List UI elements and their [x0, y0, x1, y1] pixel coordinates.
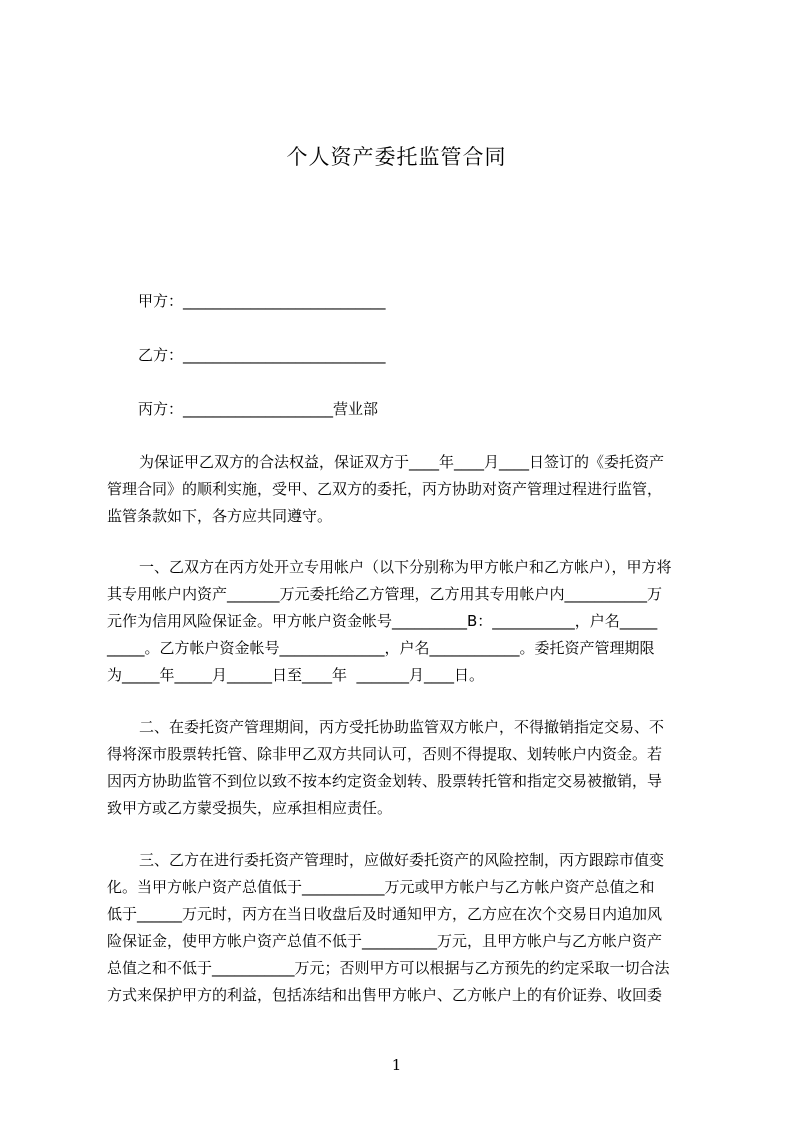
- clause-1-line: _____。乙方帐户资金帐号______________，户名____________。委托资产管理期限: [107, 639, 655, 657]
- clause-3-line: 化。当甲方帐户资产总值低于___________万元或甲方帐户与乙方帐户资产总值之和: [107, 878, 655, 896]
- clause-1-line: 其专用帐户内资产_______万元委托给乙方管理，乙方用其专用帐户内___________万: [107, 585, 663, 603]
- clause-3-line: 低于______万元时，丙方在当日收盘后及时通知甲方，乙方应在次个交易日内追加风: [107, 905, 663, 923]
- clause-2-line: 因丙方协助监管不到位以致不按本约定资金划转、股票转托管和指定交易被撤销，导: [107, 772, 663, 790]
- paragraph-intro-line: 监管条款如下，各方应共同遵守。: [107, 507, 333, 525]
- clause-3-line: 总值之和不低于___________万元；否则甲方可以根据与乙方预先的约定采取一切合法: [107, 959, 670, 977]
- party-c-line: 丙方：____________________营业部: [138, 400, 379, 418]
- paragraph-intro-line: 为保证甲乙双方的合法权益，保证双方于____年____月____日签订的《委托资产: [139, 453, 665, 471]
- clause-1-line: 为_____年_____月______日至____年 _______月____日。: [107, 666, 485, 684]
- clause-3-line: 方式来保护甲方的利益，包括冻结和出售甲方帐户、乙方帐户上的有价证券、收回委: [107, 986, 663, 1004]
- clause-2-line: 得将深市股票转托管、除非甲乙双方共同认可，否则不得提取、划转帐户内资金。若: [107, 745, 663, 763]
- clause-2-line: 致甲方或乙方蒙受损失，应承担相应责任。: [107, 799, 393, 817]
- clause-2-line: 二、在委托资产管理期间，丙方受托协助监管双方帐户，不得撤销指定交易、不: [139, 718, 665, 736]
- clause-1-line: 一、乙双方在丙方处开立专用帐户（以下分别称为甲方帐户和乙方帐户），甲方将: [139, 558, 672, 576]
- document-title: 个人资产委托监管合同: [286, 145, 507, 169]
- clause-3-line: 三、乙方在进行委托资产管理时，应做好委托资产的风险控制，丙方跟踪市值变: [139, 851, 665, 869]
- clause-1-line: 元作为信用风险保证金。甲方帐户资金帐号__________B：___________，户名_____: [107, 612, 658, 630]
- page-number: 1: [391, 1056, 402, 1074]
- paragraph-intro-line: 管理合同》的顺利实施，受甲、乙双方的委托，丙方协助对资产管理过程进行监管，: [107, 480, 663, 498]
- clause-3-line: 险保证金，使甲方帐户资产总值不低于__________万元，且甲方帐户与乙方帐户资产: [107, 932, 663, 950]
- party-b-line: 乙方：___________________________: [138, 346, 386, 364]
- party-a-line: 甲方：___________________________: [138, 292, 386, 310]
